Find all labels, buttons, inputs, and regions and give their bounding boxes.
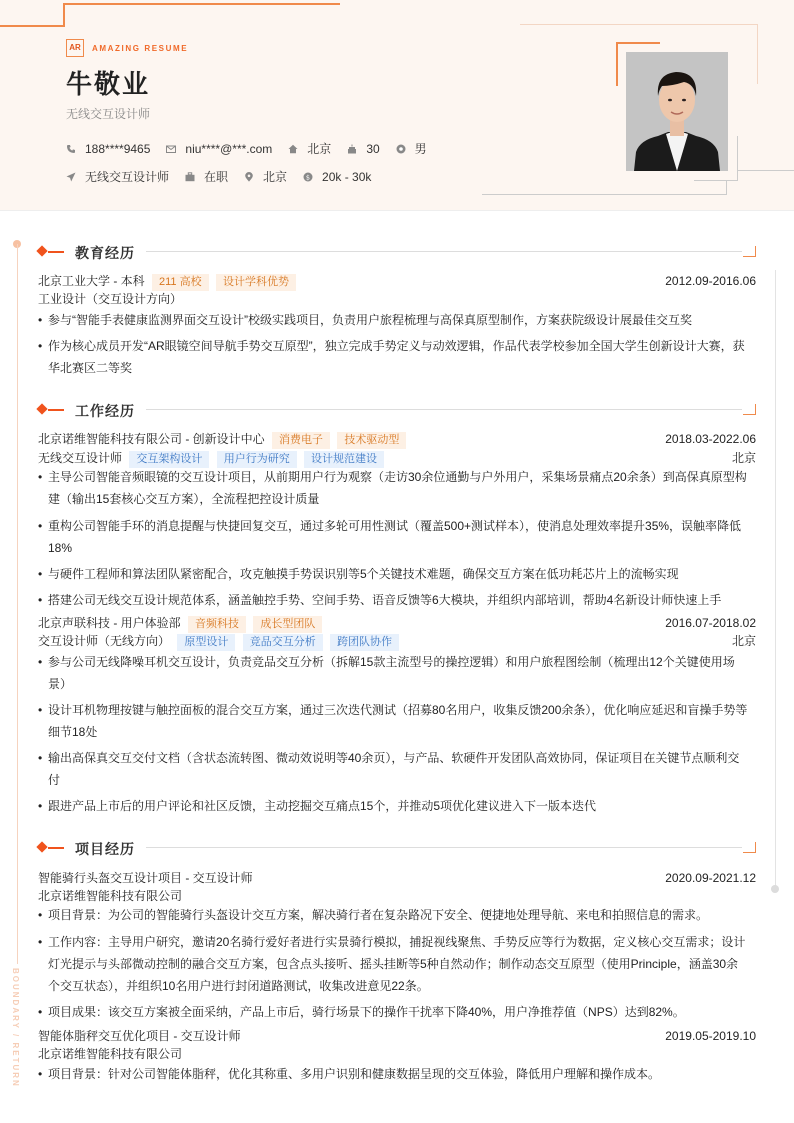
education-entry-header <box>38 272 756 290</box>
project-section-header <box>36 840 756 856</box>
education-period: 2012.09-2016.06 <box>665 274 756 288</box>
project-name: 智能体脂秤交互优化项目 - 交互设计师 <box>38 1029 241 1043</box>
project-company: 北京诺维智能科技有限公司 <box>38 1047 183 1061</box>
section-title: 工作经历 <box>75 403 135 419</box>
salary-item <box>303 170 371 184</box>
photo-frame-top <box>616 42 660 44</box>
company-tag: 技术驱动型 <box>337 432 406 449</box>
photo-deco-line <box>737 136 738 180</box>
photo-deco-line <box>694 180 738 181</box>
company-name: 北京诺维智能科技有限公司 - 创新设计中心 <box>38 432 265 446</box>
list-item: • 跟进产品上市后的用户评论和社区反馈，主动挖掘交互痛点15个，并推动5项优化建议进入下一版本迭代 <box>38 799 597 813</box>
section-title: 教育经历 <box>75 245 135 261</box>
project-title-row <box>38 869 756 887</box>
list-item: • 项目成果：该交互方案被全面采纳，产品上市后，骑行场景下的操作干扰率下降40%，用户净推荐值（NPS）达到82%。 <box>38 1005 685 1019</box>
right-decor-line <box>775 270 776 888</box>
project-company: 北京诺维智能科技有限公司 <box>38 889 183 903</box>
school-tag: 211 高校 <box>152 274 209 291</box>
role-tag: 原型设计 <box>177 634 235 651</box>
contact-info-row <box>66 140 443 157</box>
list-item: • 参与“智能手表健康监测界面交互设计”校级实践项目，负责用户旅程梳理与高保真原型制作，方案获院级设计展最佳交互奖 <box>38 313 692 327</box>
project-period: 2019.05-2019.10 <box>665 1029 756 1043</box>
target-city-item <box>244 168 287 185</box>
list-item: • 主导公司智能音频眼镜的交互设计项目，从前期用户行为观察（走访30余位通勤与户外用户，采集场景痛点20余条）到高保真原型构建（输出15套核心交互方案），全流程把控设计质量 <box>38 470 747 506</box>
salary-value: 20k - 30k <box>322 169 372 184</box>
avatar-photo <box>626 52 728 171</box>
job-role: 无线交互设计师 <box>38 451 123 465</box>
project-company-row <box>38 887 756 905</box>
role-tag: 跨团队协作 <box>330 634 399 651</box>
portrait-illustration <box>626 52 728 171</box>
target-city-value: 北京 <box>263 170 288 184</box>
phone-value: 188****9465 <box>85 141 151 156</box>
role-tag: 交互架构设计 <box>129 451 209 468</box>
photo-deco-line <box>757 24 758 84</box>
company-name: 北京声联科技 - 用户体验部 <box>38 616 181 630</box>
target-role-item <box>66 168 169 185</box>
education-major <box>38 290 756 308</box>
money-icon <box>303 172 313 182</box>
photo-deco-line <box>482 194 726 195</box>
logo-text: AMAZING RESUME <box>92 43 189 53</box>
list-item: • 项目背景：针对公司智能体脂秤，优化其称重、多用户识别和健康数据呈现的交互体验，降低用户理解和操作成本。 <box>38 1067 661 1081</box>
gender-icon <box>396 144 406 154</box>
right-decor-dot <box>771 885 779 893</box>
job-role: 交互设计师（无线方向） <box>38 634 171 648</box>
list-item: • 与硬件工程师和算法团队紧密配合，攻克触摸手势误识别等5个关键技术难题，确保交互方案在低功耗芯片上的流畅实现 <box>38 567 679 581</box>
photo-deco-line <box>737 170 794 171</box>
list-item: • 设计耳机物理按键与触控面板的混合交互方案，通过三次迭代测试（招募80名用户，收集反馈200余条），优化响应延迟和盲操手势等细节18处 <box>38 703 748 739</box>
job-period: 2016.07-2018.02 <box>665 616 756 630</box>
company-tag: 成长型团队 <box>253 616 322 633</box>
job-status-value: 在职 <box>204 170 229 184</box>
timeline-line <box>17 244 18 964</box>
email-value: niu****@***.com <box>185 141 273 156</box>
gender-item <box>396 140 427 157</box>
briefcase-icon <box>185 172 195 182</box>
project-name: 智能骑行头盔交互设计项目 - 交互设计师 <box>38 871 253 885</box>
send-icon <box>66 172 76 182</box>
school-name: 北京工业大学 - 本科 <box>38 274 145 288</box>
residence-item <box>288 140 331 157</box>
school-tag: 设计学科优势 <box>216 274 296 291</box>
photo-deco-line <box>520 24 758 25</box>
gender-value: 男 <box>414 142 427 156</box>
phone-item <box>66 142 150 156</box>
list-item: • 重构公司智能手环的消息提醒与快捷回复交互，通过多轮可用性测试（覆盖500+测试样本），使消息处理效率提升35%，误触率降低18% <box>38 519 742 555</box>
home-icon <box>288 144 298 154</box>
brand-logo <box>66 39 188 57</box>
company-tag: 音频科技 <box>188 616 246 633</box>
work-section-header <box>36 402 756 418</box>
list-item: • 输出高保真交互交付文档（含状态流转图、微动效说明等40余页），与产品、软硬件开发团队高效协同，保证项目在关键节点顺利交付 <box>38 751 740 787</box>
major-text: 工业设计（交互设计方向） <box>38 292 183 306</box>
job-role-row <box>38 632 756 650</box>
project-title-row <box>38 1027 756 1045</box>
side-vertical-text: BOUNDARY / RETURN <box>11 968 20 1088</box>
job-period: 2018.03-2022.06 <box>665 432 756 446</box>
list-item: • 搭建公司无线交互设计规范体系，涵盖触控手势、空间手势、语音反馈等6大模块，并组织内部培训，帮助4名新设计师快速上手 <box>38 593 722 607</box>
residence-value: 北京 <box>307 142 332 156</box>
header-corner-decoration <box>0 0 340 28</box>
email-item <box>166 142 272 156</box>
list-item: • 作为核心成员开发“AR眼镜空间导航手势交互原型”，独立完成手势定义与动效逻辑，作品代表学校参加全国大学生创新设计大赛，获华北赛区二等奖 <box>38 339 745 375</box>
photo-frame-left <box>616 42 618 86</box>
location-pin-icon <box>244 172 254 182</box>
job-status-item <box>185 168 228 185</box>
candidate-title: 无线交互设计师 <box>66 107 151 121</box>
svg-text:$: $ <box>305 172 311 181</box>
target-role-value: 无线交互设计师 <box>85 170 170 184</box>
phone-icon <box>66 144 76 154</box>
job-city: 北京 <box>731 451 756 465</box>
company-tag: 消费电子 <box>272 432 330 449</box>
job-role-row <box>38 449 756 467</box>
logo-mark: AR <box>66 39 84 57</box>
age-item <box>347 142 379 156</box>
list-item: • 参与公司无线降噪耳机交互设计，负责竞品交互分析（拆解15款主流型号的操控逻辑）和用户旅程图绘制（梳理出12个关键使用场景） <box>38 655 735 691</box>
list-item: • 项目背景：为公司的智能骑行头盔设计交互方案，解决骑行者在复杂路况下安全、便捷地处理导航、来电和拍照信息的需求。 <box>38 908 709 922</box>
list-item: • 工作内容：主导用户研究，邀请20名骑行爱好者进行实景骑行模拟，捕捉视线聚焦、手势反应等行为数据，定义核心交互需求；设计灯光提示与头部微动控制的融合交互方案，包含点头接听、摇头挂断等5种自然动作；制作动态交互原型（使用Principle，涵盖30余个交互状态），并组织10名用户进行封闭道路测试，收集改进意见22条。 <box>38 935 746 993</box>
age-value: 30 <box>366 141 380 156</box>
mail-icon <box>166 144 176 154</box>
role-tag: 竞品交互分析 <box>243 634 323 651</box>
section-title: 项目经历 <box>75 841 135 857</box>
role-tag: 设计规范建设 <box>304 451 384 468</box>
job-intent-row <box>66 168 387 185</box>
project-company-row <box>38 1045 756 1063</box>
role-tag: 用户行为研究 <box>217 451 297 468</box>
photo-deco-line <box>726 180 727 195</box>
education-section-header <box>36 244 756 260</box>
job-city: 北京 <box>731 634 756 648</box>
job-company-row <box>38 614 756 632</box>
job-company-row <box>38 430 756 448</box>
candidate-name: 牛敬业 <box>66 69 151 99</box>
cake-icon <box>347 144 357 154</box>
project-period: 2020.09-2021.12 <box>665 871 756 885</box>
